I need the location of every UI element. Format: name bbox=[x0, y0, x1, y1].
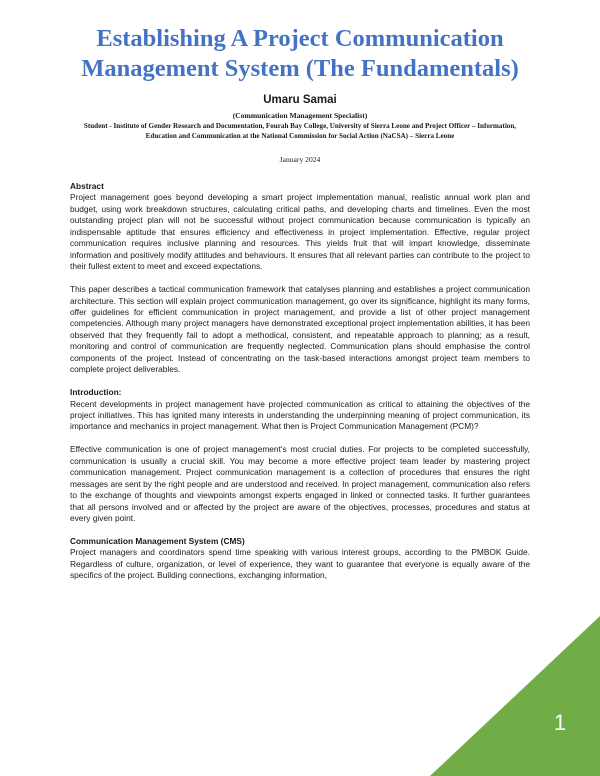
author-name: Umaru Samai bbox=[263, 94, 337, 106]
corner-triangle-decoration bbox=[430, 616, 600, 776]
page-number: 1 bbox=[553, 710, 567, 735]
abstract-heading: Abstract bbox=[70, 181, 104, 191]
abstract-paragraph-1: Project management goes beyond developing a smart project implementation manual, realistic annual work plan and budget, using work breakdown structures, calculating critical paths, and developing charts and timelines. Even the most outstanding project plan will not be successful without project communication because communication is typically an indispensable aptitude that ensures efficiency and effectiveness in project implementation. Effective, regular project communication requires inclusive planning and resources. This yields fruit that will impart knowledge, disseminate information and positively modify attitudes and behaviours. It ensures that all relevant parties can contribute to the project to their fullest extent to meet and exceed expectations. bbox=[70, 192, 530, 272]
paper-body bbox=[70, 181, 530, 593]
corner-triangle bbox=[430, 616, 600, 776]
author-role: (Communication Management Specialist) bbox=[232, 111, 368, 120]
introduction-paragraph-1: Recent developments in project management have projected communication as critical to attaining the objectives of the project initiatives. This has ignited many interests in understanding the underpinning meaning of project communication, its importance and mechanics in project management. What then is Project Communication Management (PCM)? bbox=[70, 398, 530, 432]
author-affiliation: Student - Institute of Gender Research and Documentation, Fourah Bay College, University of Sierra Leone and Project Officer – Information, Education and Communication at the National Commission for Social Action (NaCSA) – Sierra Leone bbox=[83, 122, 517, 140]
publication-date: January 2024 bbox=[279, 155, 321, 164]
introduction-paragraph-2: Effective communication is one of project management's most crucial duties. For projects to be completed successfully, communication is usually a crucial skill. You may become a more effective project team leader by mastering project communication management. Project communication management is a collection of procedures that ensures the right messages are sent by the right people and are understood and received. In project management, communication also refers to the exchange of thoughts and viewpoints amongst experts engaged in linked or connected tasks. It further guarantees that all persons involved and or affected by the project are aware of the objectives, processes, procedures and status at every given point. bbox=[70, 444, 530, 524]
cms-heading: Communication Management System (CMS) bbox=[70, 535, 245, 546]
paper-title: Establishing A Project Communication Management System (The Fundamentals) bbox=[81, 25, 519, 82]
cms-paragraph-1: Project managers and coordinators spend time speaking with various interest groups, according to the PMBOK Guide. Regardless of culture, organization, or level of experience, they want to guarantee that everyone is equally aware of the specifics of the project. Building connections, exchanging information, bbox=[70, 547, 530, 581]
abstract-paragraph-2: This paper describes a tactical communication framework that catalyses planning and establishes a project communication architecture. This section will explain project communication management, go over its significance, highlight its many forms, offer guidelines for efficient communication in project management, and provide a list of other project management competencies. Although many project managers have demonstrated exceptional project implementation abilities, it has been observed that they frequently fail to adopt a methodical, consistent, and repeatable approach to planning; as a result, monitoring and control of communication are frequently neglected. Communication plans should emphasise the control components of the project. Instead of concentrating on the task-based interactions amongst project team members to complete project deliverables. bbox=[70, 284, 530, 375]
introduction-heading: Introduction: bbox=[70, 387, 122, 398]
